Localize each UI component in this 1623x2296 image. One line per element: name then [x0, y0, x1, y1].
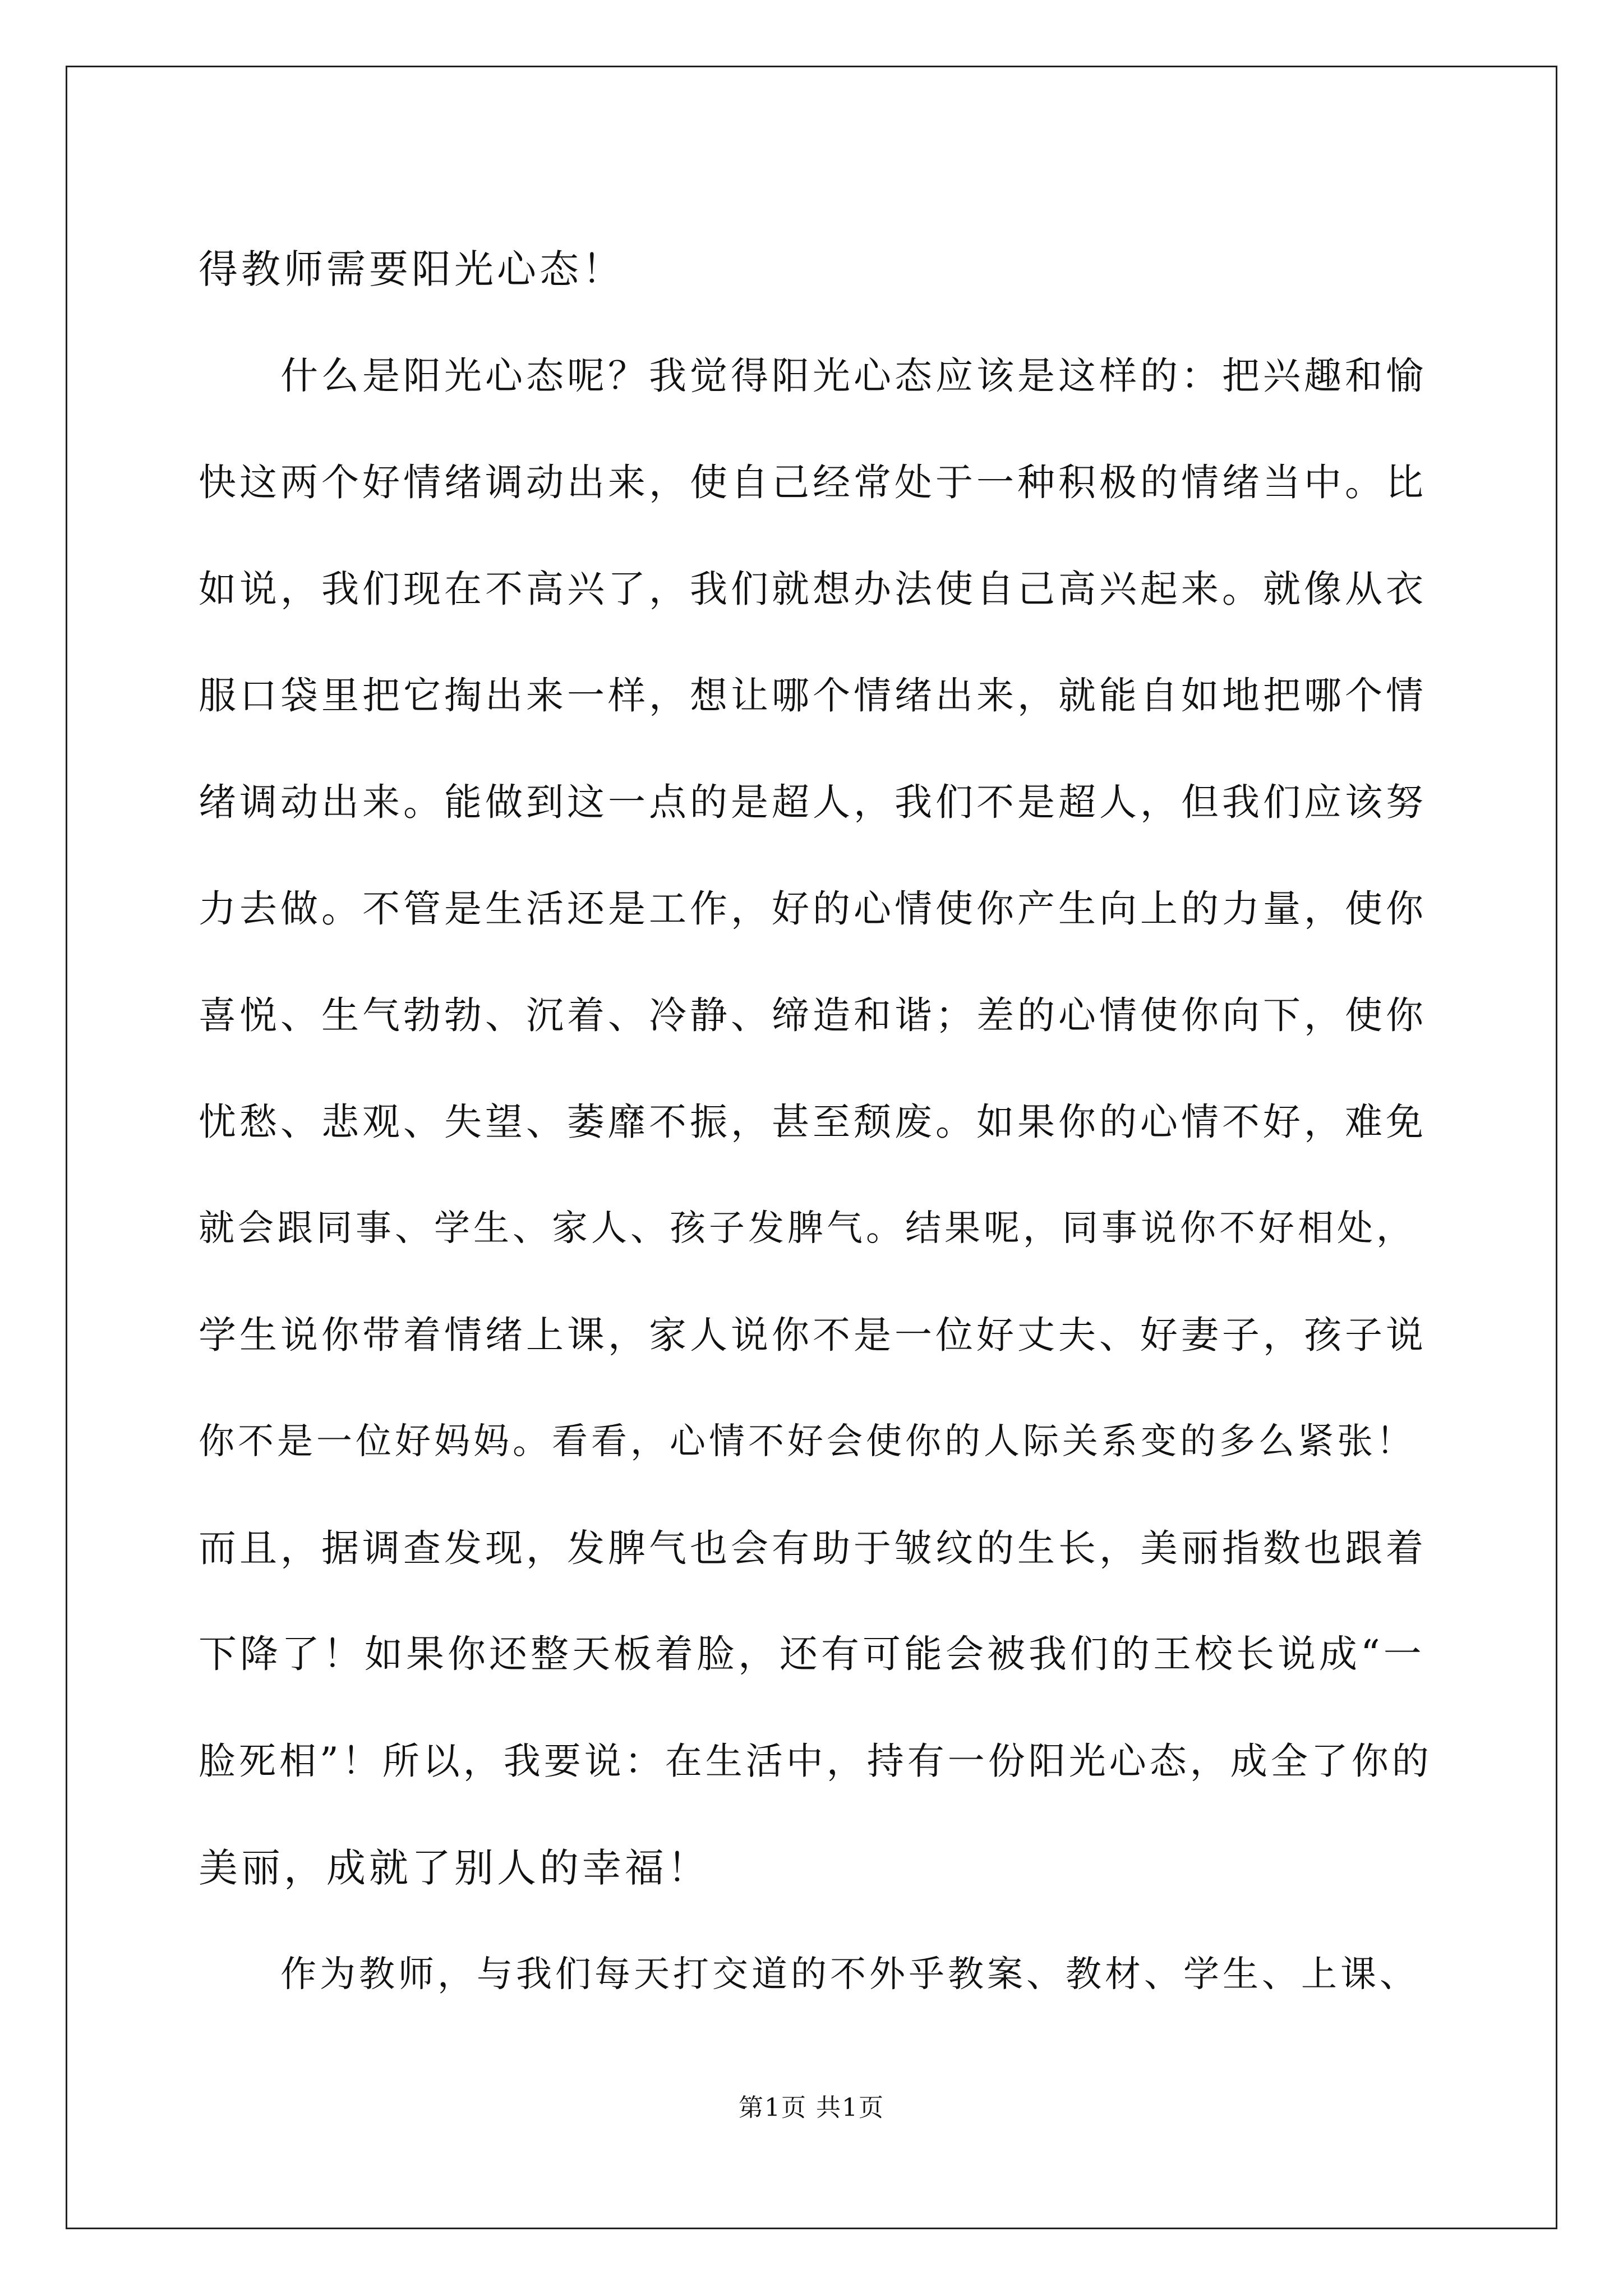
text-line: 你不是一位好妈妈。看看，心情不好会使你的人际关系变的多么紧张！ [199, 1421, 1415, 1462]
text-line: 快这两个好情绪调动出来，使自己经常处于一种积极的情绪当中。比 [199, 461, 1427, 504]
document-body [199, 216, 1432, 2028]
text-line: 绪调动出来。能做到这一点的是超人，我们不是超人，但我们应该努 [199, 780, 1427, 824]
text-line: 美丽，成就了别人的幸福！ [199, 1845, 710, 1891]
text-line: 忧愁、悲观、失望、萎靡不振，甚至颓废。如果你的心情不好，难免 [199, 1100, 1427, 1144]
text-line: 学生说你带着情绪上课，家人说你不是一位好丈夫、好妻子，孩子说 [199, 1313, 1427, 1357]
text-line: 什么是阳光心态呢？我觉得阳光心态应该是这样的：把兴趣和愉 [280, 354, 1427, 398]
text-line: 就会跟同事、学生、家人、孩子发脾气。结果呢，同事说你不好相处， [199, 1208, 1415, 1249]
text-line: 下降了！如果你还整天板着脸，还有可能会被我们的王校长说成“一 [199, 1632, 1425, 1677]
text-line: 而且，据调查发现，发脾气也会有助于皱纹的生长，美丽指数也跟着 [199, 1526, 1427, 1570]
text-line: 作为教师，与我们每天打交道的不外乎教案、教材、学生、上课、 [280, 1954, 1419, 1995]
text-line: 如说，我们现在不高兴了，我们就想办法使自己高兴起来。就像从衣 [199, 567, 1427, 611]
text-line: 力去做。不管是生活还是工作，好的心情使你产生向上的力量，使你 [199, 887, 1427, 931]
page-number-footer: 第1页 共1页 [739, 2093, 884, 2122]
text-line: 得教师需要阳光心态！ [199, 246, 625, 292]
text-line: 服口袋里把它掏出来一样，想让哪个情绪出来，就能自如地把哪个情 [199, 674, 1427, 717]
text-line: 喜悦、生气勃勃、沉着、冷静、缔造和谐；差的心情使你向下，使你 [199, 993, 1427, 1037]
text-line: 脸死相”！所以，我要说：在生活中，持有一份阳光心态，成全了你的 [199, 1740, 1432, 1783]
